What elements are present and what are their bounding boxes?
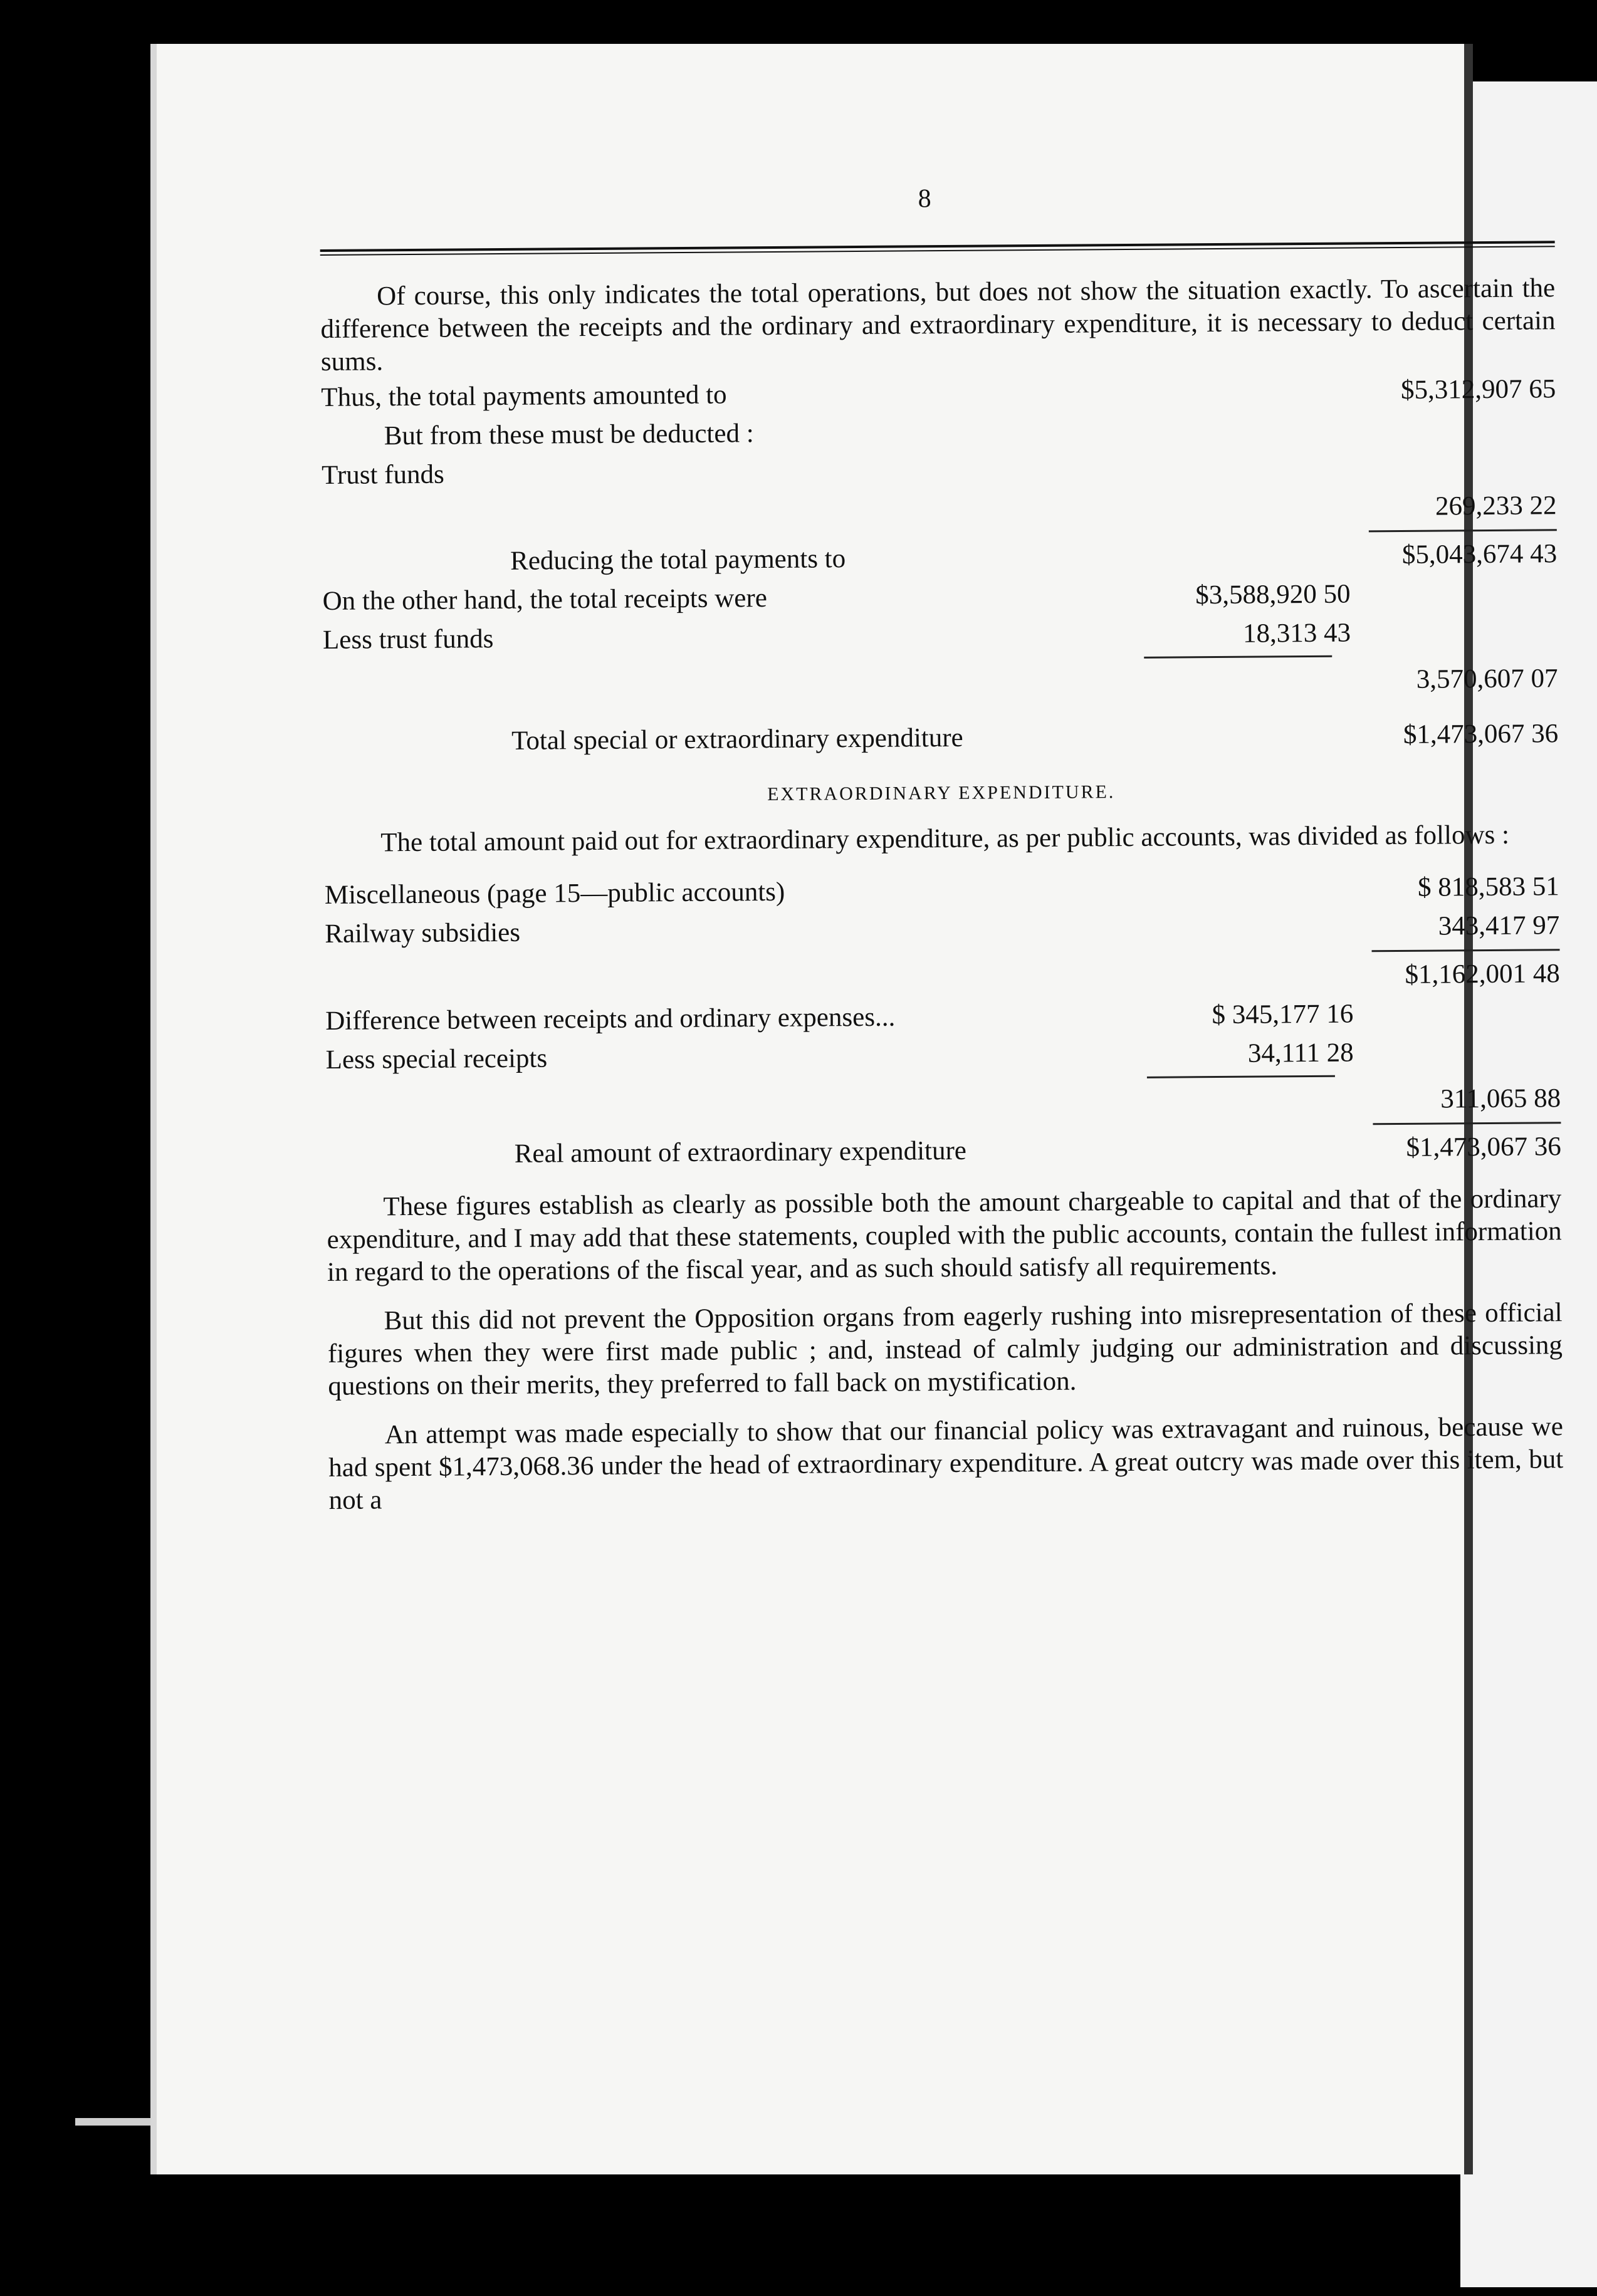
net-receipts-value: 3,570,607 07 [1416, 664, 1558, 694]
net-row [326, 1079, 1561, 1127]
trust-funds-value: 269,233 22 [1435, 491, 1557, 521]
sum-rule [1369, 529, 1557, 532]
railway-label: Railway subsidies [325, 917, 521, 949]
page-content [320, 179, 1564, 1517]
sum-rule [1372, 949, 1560, 952]
total-payments-label: Thus, the total payments amounted to [321, 380, 727, 412]
paragraph-4: But this did not prevent the Opposition organs from eagerly rushing into misrepresentation of these official figures when they were first made public ; and, instead of calmly judging our administration and discussing questions on their merits, they preferred to fall back on mystification. [327, 1298, 1563, 1401]
real-amount-label: Real amount of extraordinary expenditure [514, 1135, 967, 1169]
less-trust-row [323, 612, 1558, 660]
sum-rule [1147, 1075, 1335, 1078]
page-number: 8 [918, 184, 931, 214]
paragraph-2: The total amount paid out for extraordinary expenditure, as per public accounts, was divided as follows : [380, 820, 1510, 858]
railway-row [325, 906, 1559, 954]
section-heading: EXTRAORDINARY EXPENDITURE. [767, 781, 1116, 805]
receipts-label: On the other hand, the total receipts were [322, 583, 767, 616]
receipts-value: $3,588,920 50 [1195, 579, 1351, 610]
sum-rule [1144, 655, 1332, 659]
trust-funds-label: Trust funds [322, 459, 444, 490]
net-value: 311,065 88 [1440, 1083, 1561, 1114]
less-special-label: Less special receipts [325, 1043, 548, 1075]
less-special-value: 34,111 28 [1247, 1038, 1354, 1068]
total-special-value: $1,473,067 36 [1403, 719, 1559, 749]
railway-value: 343,417 97 [1438, 911, 1560, 941]
less-trust-value: 18,313 43 [1242, 618, 1351, 649]
paragraph-1: Of course, this only indicates the total operations, but does not show the situation exactly. To ascertain the difference between the receipts and the ordinary and extraordinary expenditure, it is necessary to deduct certain sums. [320, 273, 1556, 377]
misc-label: Miscellaneous (page 15—public accounts) [324, 877, 785, 910]
reducing-label: Reducing the total payments to [510, 544, 846, 576]
difference-value: $ 345,177 16 [1212, 999, 1354, 1030]
header-rule [320, 241, 1555, 256]
real-amount-value: $1,473,067 36 [1406, 1132, 1561, 1162]
paragraph-3: These figures establish as clearly as possible both the amount chargeable to capital and that of the ordinary expenditure, and I may add that these statements, coupled with the public accounts, contain the fullest information in regard to the operations of the fiscal year, and as such should satisfy all requirements. [327, 1184, 1562, 1287]
total-special-row [323, 714, 1558, 762]
total-payments-value: $5,312,907 65 [1400, 374, 1556, 405]
deducted-label: But from these must be deducted : [384, 419, 754, 451]
less-trust-label: Less trust funds [322, 624, 494, 655]
trust-funds-value-row [322, 486, 1556, 534]
subtotal-value: $1,162,001 48 [1405, 959, 1560, 989]
paragraph-5: An attempt was made especially to show that our financial policy was extravagant and ruinous, because we had spent $1,473,068.36 under the head of extraordinary expenditure. A great outcry was made over this item, but not a [328, 1412, 1564, 1515]
less-special-row [326, 1032, 1561, 1080]
reducing-value: $5,043,674 43 [1401, 539, 1558, 570]
difference-label: Difference between receipts and ordinary expenses... [325, 1002, 896, 1036]
document-page [150, 44, 1564, 2174]
misc-value: $ 818,583 51 [1417, 872, 1559, 902]
total-special-label: Total special or extraordinary expenditure [511, 723, 963, 756]
sum-rule [1373, 1122, 1561, 1125]
